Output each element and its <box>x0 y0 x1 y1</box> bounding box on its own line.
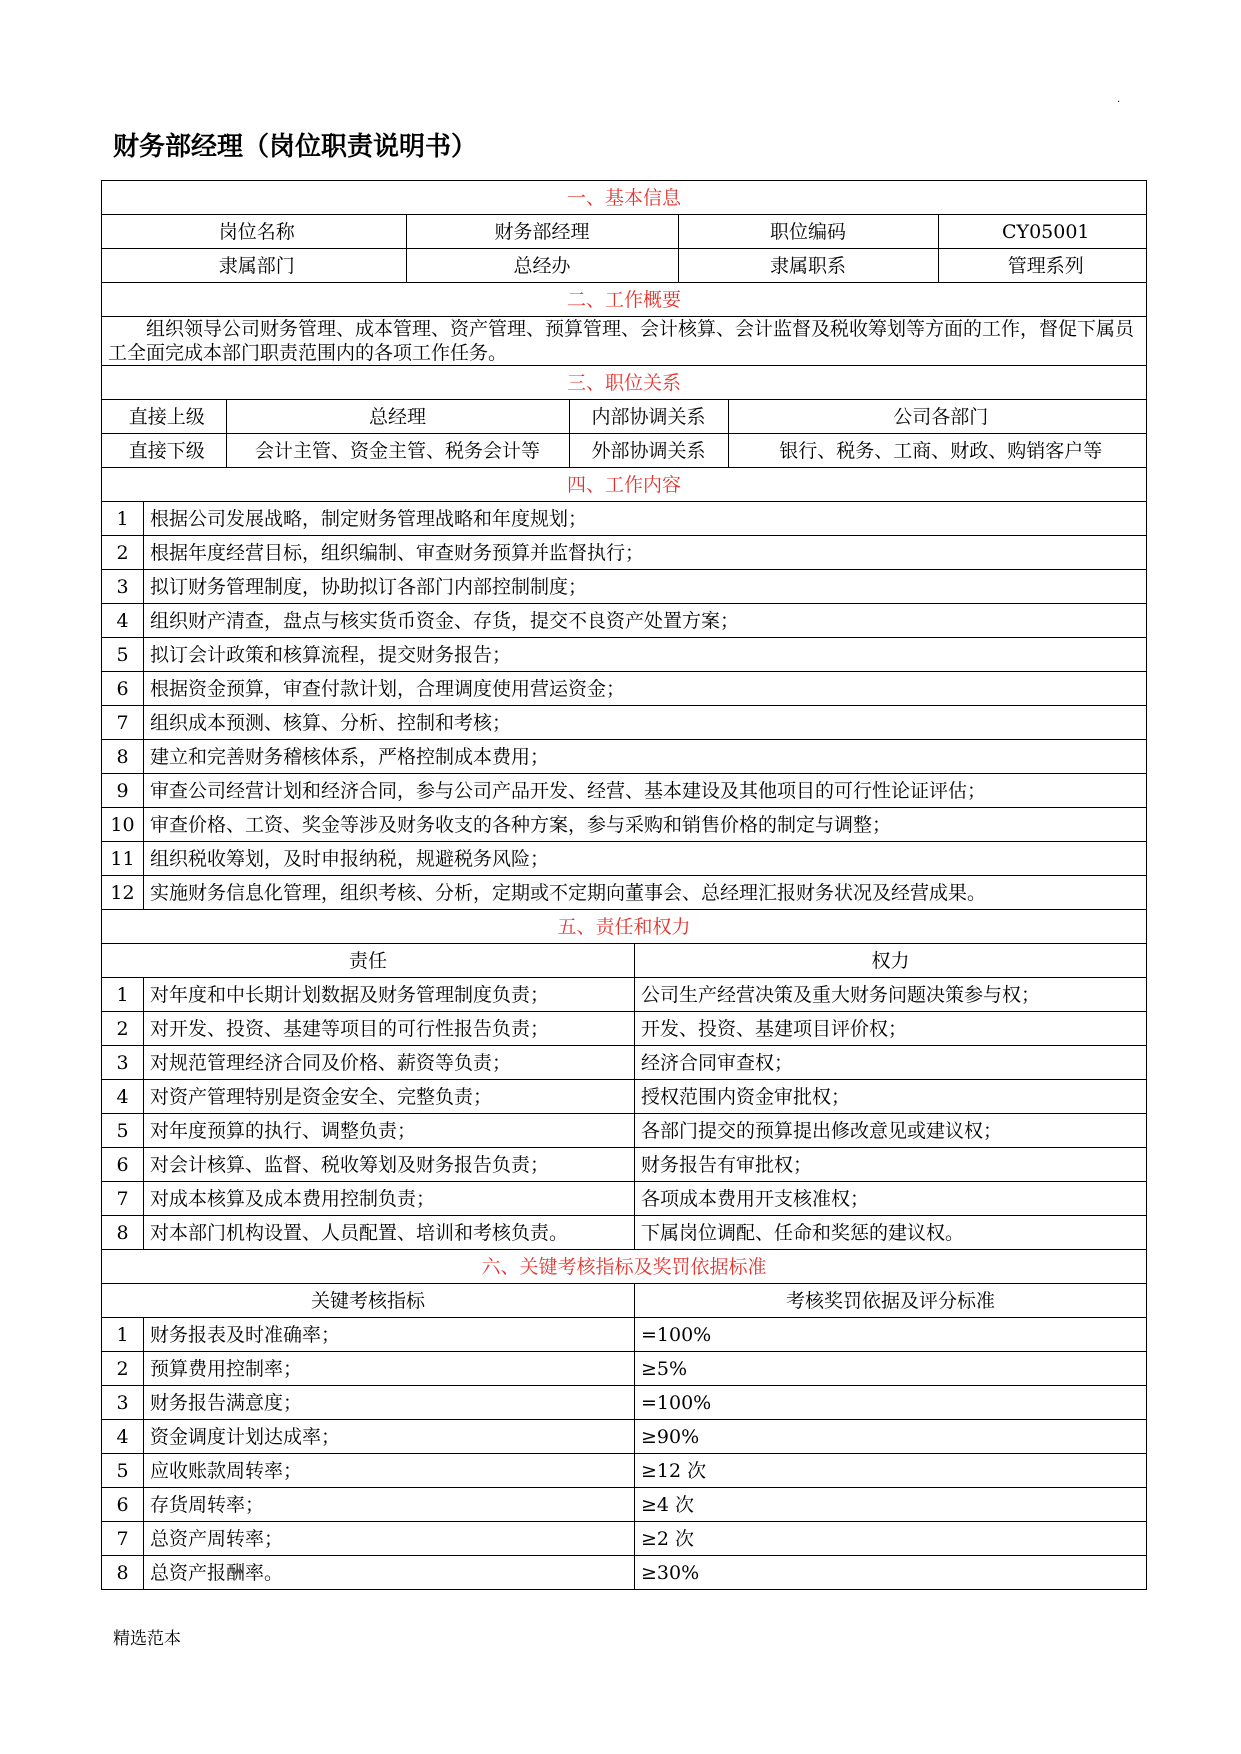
overview-row <box>102 317 1147 366</box>
section-work-content <box>102 468 1147 502</box>
kpi-item-number: 5 <box>102 1454 144 1488</box>
work-item-text: 拟订会计政策和核算流程，提交财务报告； <box>144 638 1147 672</box>
value-internal-coordination: 公司各部门 <box>728 400 1147 433</box>
work-item-row <box>102 774 1147 808</box>
section-heading: 五、责任和权力 <box>102 910 1147 944</box>
label-internal-coordination: 内部协调关系 <box>569 400 728 433</box>
kpi-item-number: 1 <box>102 1318 144 1352</box>
footer-text: 精选范本 <box>113 1629 181 1649</box>
section-heading: 三、职位关系 <box>102 366 1147 400</box>
duty-item-text: 对本部门机构设置、人员配置、培训和考核负责。 <box>144 1216 635 1250</box>
kpi-item-number: 8 <box>102 1556 144 1590</box>
kpi-item-number: 3 <box>102 1386 144 1420</box>
authority-item-text: 各项成本费用开支核准权； <box>635 1182 1147 1216</box>
kpi-item-row <box>102 1318 1147 1352</box>
work-item-text: 审查公司经营计划和经济合同，参与公司产品开发、经营、基本建设及其他项目的可行性论证评估； <box>144 774 1147 808</box>
label-direct-subordinate: 直接下级 <box>108 434 226 467</box>
kpi-standard-text: =100% <box>635 1386 1147 1420</box>
duty-item-row <box>102 1080 1147 1114</box>
value-direct-superior: 总经理 <box>226 400 569 433</box>
duty-item-number: 3 <box>102 1046 144 1080</box>
kpi-item-row <box>102 1420 1147 1454</box>
duty-item-text: 对会计核算、监督、税收筹划及财务报告负责； <box>144 1148 635 1182</box>
kpi-item-text: 存货周转率； <box>144 1488 635 1522</box>
section-heading: 二、工作概要 <box>102 283 1147 317</box>
kpi-item-text: 总资产报酬率。 <box>144 1556 635 1590</box>
work-item-row <box>102 638 1147 672</box>
work-item-number: 5 <box>102 638 144 672</box>
duty-item-text: 对开发、投资、基建等项目的可行性报告负责； <box>144 1012 635 1046</box>
kpi-column-header: 关键考核指标 <box>102 1284 635 1318</box>
section-kpi <box>102 1250 1147 1284</box>
section-overview <box>102 283 1147 317</box>
duty-column-header: 责任 <box>102 944 635 978</box>
work-item-row <box>102 706 1147 740</box>
kpi-item-row <box>102 1488 1147 1522</box>
value-position-code: CY05001 <box>938 215 1147 248</box>
kpi-standard-text: =100% <box>635 1318 1147 1352</box>
duty-item-row <box>102 1182 1147 1216</box>
relations-row-2 <box>102 434 1147 468</box>
kpi-item-text: 资金调度计划达成率； <box>144 1420 635 1454</box>
kpi-header-row <box>102 1284 1147 1318</box>
duty-item-number: 7 <box>102 1182 144 1216</box>
label-direct-superior: 直接上级 <box>108 400 226 433</box>
duty-item-number: 2 <box>102 1012 144 1046</box>
duty-item-text: 对年度和中长期计划数据及财务管理制度负责； <box>144 978 635 1012</box>
duty-item-row <box>102 1148 1147 1182</box>
authority-item-text: 下属岗位调配、任命和奖惩的建议权。 <box>635 1216 1147 1250</box>
duty-item-text: 对规范管理经济合同及价格、薪资等负责； <box>144 1046 635 1080</box>
duty-item-row <box>102 1012 1147 1046</box>
authority-item-text: 经济合同审查权； <box>635 1046 1147 1080</box>
work-item-text: 根据公司发展战略，制定财务管理战略和年度规划； <box>144 502 1147 536</box>
kpi-item-number: 6 <box>102 1488 144 1522</box>
job-description-table <box>101 180 1147 1590</box>
kpi-item-text: 财务报表及时准确率； <box>144 1318 635 1352</box>
value-position-name: 财务部经理 <box>406 215 678 248</box>
section-duty-authority <box>102 910 1147 944</box>
basic-info-row-1 <box>102 215 1147 249</box>
work-item-row <box>102 536 1147 570</box>
kpi-standard-text: ≥5% <box>635 1352 1147 1386</box>
value-department: 总经办 <box>406 249 678 282</box>
work-item-number: 11 <box>102 842 144 876</box>
kpi-item-number: 2 <box>102 1352 144 1386</box>
duty-header-row <box>102 944 1147 978</box>
work-item-row <box>102 604 1147 638</box>
work-item-row <box>102 672 1147 706</box>
authority-item-text: 开发、投资、基建项目评价权； <box>635 1012 1147 1046</box>
work-item-number: 1 <box>102 502 144 536</box>
kpi-item-text: 预算费用控制率； <box>144 1352 635 1386</box>
kpi-standard-text: ≥90% <box>635 1420 1147 1454</box>
authority-item-text: 财务报告有审批权； <box>635 1148 1147 1182</box>
work-item-text: 实施财务信息化管理，组织考核、分析，定期或不定期向董事会、总经理汇报财务状况及经营成果。 <box>144 876 1147 910</box>
kpi-item-row <box>102 1522 1147 1556</box>
duty-item-number: 4 <box>102 1080 144 1114</box>
work-item-text: 拟订财务管理制度，协助拟订各部门内部控制制度； <box>144 570 1147 604</box>
duty-item-text: 对成本核算及成本费用控制负责； <box>144 1182 635 1216</box>
label-department: 隶属部门 <box>108 249 406 282</box>
document-title: 财务部经理（岗位职责说明书） <box>113 132 478 162</box>
label-job-family: 隶属职系 <box>678 249 938 282</box>
duty-item-text: 对资产管理特别是资金安全、完整负责； <box>144 1080 635 1114</box>
duty-item-row <box>102 1046 1147 1080</box>
work-item-row <box>102 740 1147 774</box>
kpi-item-row <box>102 1352 1147 1386</box>
section-heading: 一、基本信息 <box>102 181 1147 215</box>
relations-row-1 <box>102 400 1147 434</box>
work-item-number: 9 <box>102 774 144 808</box>
authority-column-header: 权力 <box>635 944 1147 978</box>
work-item-text: 审查价格、工资、奖金等涉及财务收支的各种方案，参与采购和销售价格的制定与调整； <box>144 808 1147 842</box>
kpi-standard-text: ≥12 次 <box>635 1454 1147 1488</box>
work-item-row <box>102 808 1147 842</box>
work-item-row <box>102 570 1147 604</box>
duty-item-row <box>102 1114 1147 1148</box>
work-item-text: 组织税收筹划，及时申报纳税，规避税务风险； <box>144 842 1147 876</box>
kpi-item-text: 总资产周转率； <box>144 1522 635 1556</box>
basic-info-row-2 <box>102 249 1147 283</box>
work-item-text: 建立和完善财务稽核体系，严格控制成本费用； <box>144 740 1147 774</box>
value-job-family: 管理系列 <box>938 249 1147 282</box>
kpi-item-text: 财务报告满意度； <box>144 1386 635 1420</box>
duty-item-number: 8 <box>102 1216 144 1250</box>
kpi-item-row <box>102 1556 1147 1590</box>
duty-item-number: 5 <box>102 1114 144 1148</box>
work-item-number: 12 <box>102 876 144 910</box>
label-position-code: 职位编码 <box>678 215 938 248</box>
kpi-item-row <box>102 1454 1147 1488</box>
section-basic-info <box>102 181 1147 215</box>
work-item-text: 组织财产清查，盘点与核实货币资金、存货，提交不良资产处置方案； <box>144 604 1147 638</box>
authority-item-text: 授权范围内资金审批权； <box>635 1080 1147 1114</box>
value-external-coordination: 银行、税务、工商、财政、购销客户等 <box>728 434 1147 467</box>
section-heading: 四、工作内容 <box>102 468 1147 502</box>
work-item-number: 2 <box>102 536 144 570</box>
work-item-number: 7 <box>102 706 144 740</box>
work-item-number: 4 <box>102 604 144 638</box>
duty-item-number: 1 <box>102 978 144 1012</box>
corner-mark: . <box>1117 94 1121 105</box>
work-item-row <box>102 842 1147 876</box>
section-heading: 六、关键考核指标及奖罚依据标准 <box>102 1250 1147 1284</box>
kpi-item-row <box>102 1386 1147 1420</box>
work-item-number: 8 <box>102 740 144 774</box>
duty-item-number: 6 <box>102 1148 144 1182</box>
work-item-row <box>102 876 1147 910</box>
work-item-text: 根据年度经营目标，组织编制、审查财务预算并监督执行； <box>144 536 1147 570</box>
kpi-item-text: 应收账款周转率； <box>144 1454 635 1488</box>
work-item-row <box>102 502 1147 536</box>
kpi-standard-column-header: 考核奖罚依据及评分标准 <box>635 1284 1147 1318</box>
value-direct-subordinate: 会计主管、资金主管、税务会计等 <box>226 434 569 467</box>
work-item-number: 6 <box>102 672 144 706</box>
duty-item-row <box>102 1216 1147 1250</box>
work-item-number: 10 <box>102 808 144 842</box>
kpi-item-number: 7 <box>102 1522 144 1556</box>
duty-item-row <box>102 978 1147 1012</box>
overview-text: 组织领导公司财务管理、成本管理、资产管理、预算管理、会计核算、会计监督及税收筹划等方面的工作，督促下属员工全面完成本部门职责范围内的各项工作任务。 <box>102 317 1147 366</box>
work-item-text: 根据资金预算，审查付款计划，合理调度使用营运资金； <box>144 672 1147 706</box>
kpi-standard-text: ≥4 次 <box>635 1488 1147 1522</box>
work-item-number: 3 <box>102 570 144 604</box>
label-position-name: 岗位名称 <box>108 215 406 248</box>
authority-item-text: 公司生产经营决策及重大财务问题决策参与权； <box>635 978 1147 1012</box>
duty-item-text: 对年度预算的执行、调整负责； <box>144 1114 635 1148</box>
kpi-standard-text: ≥2 次 <box>635 1522 1147 1556</box>
kpi-standard-text: ≥30% <box>635 1556 1147 1590</box>
work-item-text: 组织成本预测、核算、分析、控制和考核； <box>144 706 1147 740</box>
section-relations <box>102 366 1147 400</box>
label-external-coordination: 外部协调关系 <box>569 434 728 467</box>
kpi-item-number: 4 <box>102 1420 144 1454</box>
authority-item-text: 各部门提交的预算提出修改意见或建议权； <box>635 1114 1147 1148</box>
